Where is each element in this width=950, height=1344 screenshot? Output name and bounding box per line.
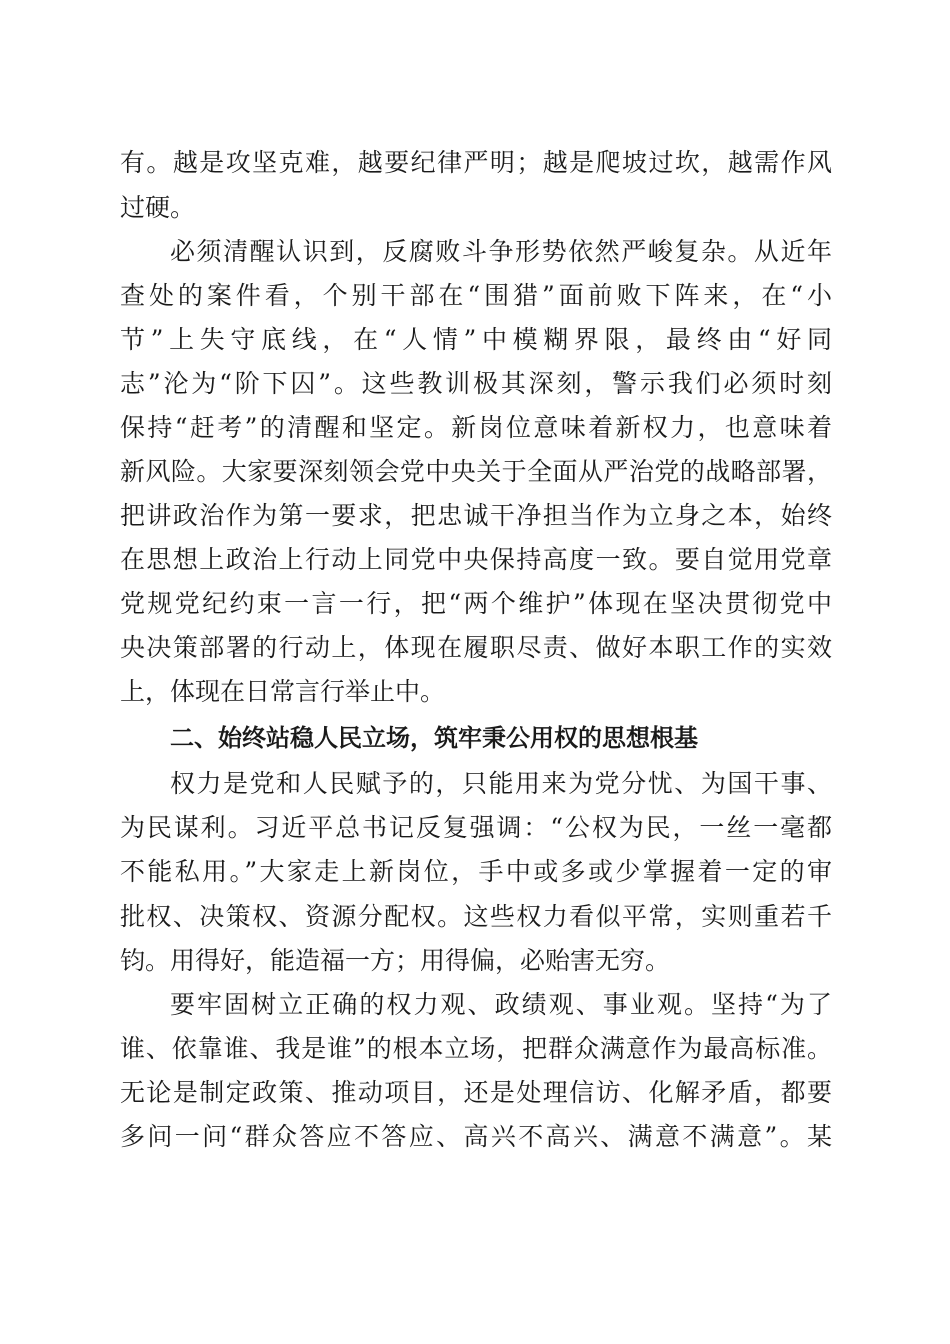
paragraph-line: 多问一问“群众答应不答应、高兴不高兴、满意不满意”。某 [120,1122,832,1151]
section-heading: 二、始终站稳人民立场，筑牢秉公用权的思想根基 [170,724,698,752]
paragraph-line: 必须清醒认识到，反腐败斗争形势依然严峻复杂。从近年 [170,237,832,266]
paragraph-line: 无论是制定政策、推动项目，还是处理信访、化解矛盾，都要 [120,1078,832,1107]
paragraph-line: 节”上失守底线，在“人情”中模糊界限，最终由“好同 [120,325,832,354]
paragraph-line: 保持“赶考”的清醒和坚定。新岗位意味着新权力，也意味着 [120,413,832,442]
paragraph-line: 志”沦为“阶下囚”。这些教训极其深刻，警示我们必须时刻 [120,369,832,398]
paragraph-line: 不能私用。”大家走上新岗位，手中或多或少掌握着一定的审 [120,857,832,886]
paragraph-line: 谁、依靠谁、我是谁”的根本立场，把群众满意作为最高标准。 [120,1034,832,1063]
paragraph-line: 过硬。 [120,193,196,222]
paragraph-line: 党规党纪约束一言一行，把“两个维护”体现在坚决贯彻党中 [120,589,832,618]
paragraph-line: 权力是党和人民赋予的，只能用来为党分忧、为国干事、 [170,769,832,798]
paragraph-line: 上，体现在日常言行举止中。 [120,677,446,706]
paragraph-line: 查处的案件看，个别干部在“围猎”面前败下阵来，在“小 [120,281,832,310]
paragraph-line: 批权、决策权、资源分配权。这些权力看似平常，实则重若千 [120,902,832,931]
paragraph-line: 央决策部署的行动上，体现在履职尽责、做好本职工作的实效 [120,633,832,662]
paragraph-line: 钧。用得好，能造福一方；用得偏，必贻害无穷。 [120,946,671,975]
paragraph-line: 有。越是攻坚克难，越要纪律严明；越是爬坡过坎，越需作风 [120,148,832,177]
paragraph-line: 把讲政治作为第一要求，把忠诚干净担当作为立身之本，始终 [120,501,832,530]
paragraph-line: 为民谋利。习近平总书记反复强调：“公权为民，一丝一毫都 [120,813,832,842]
paragraph-line: 要牢固树立正确的权力观、政绩观、事业观。坚持“为了 [170,990,832,1019]
paragraph-line: 新风险。大家要深刻领会党中央关于全面从严治党的战略部署， [120,457,832,486]
paragraph-line: 在思想上政治上行动上同党中央保持高度一致。要自觉用党章 [120,545,832,574]
